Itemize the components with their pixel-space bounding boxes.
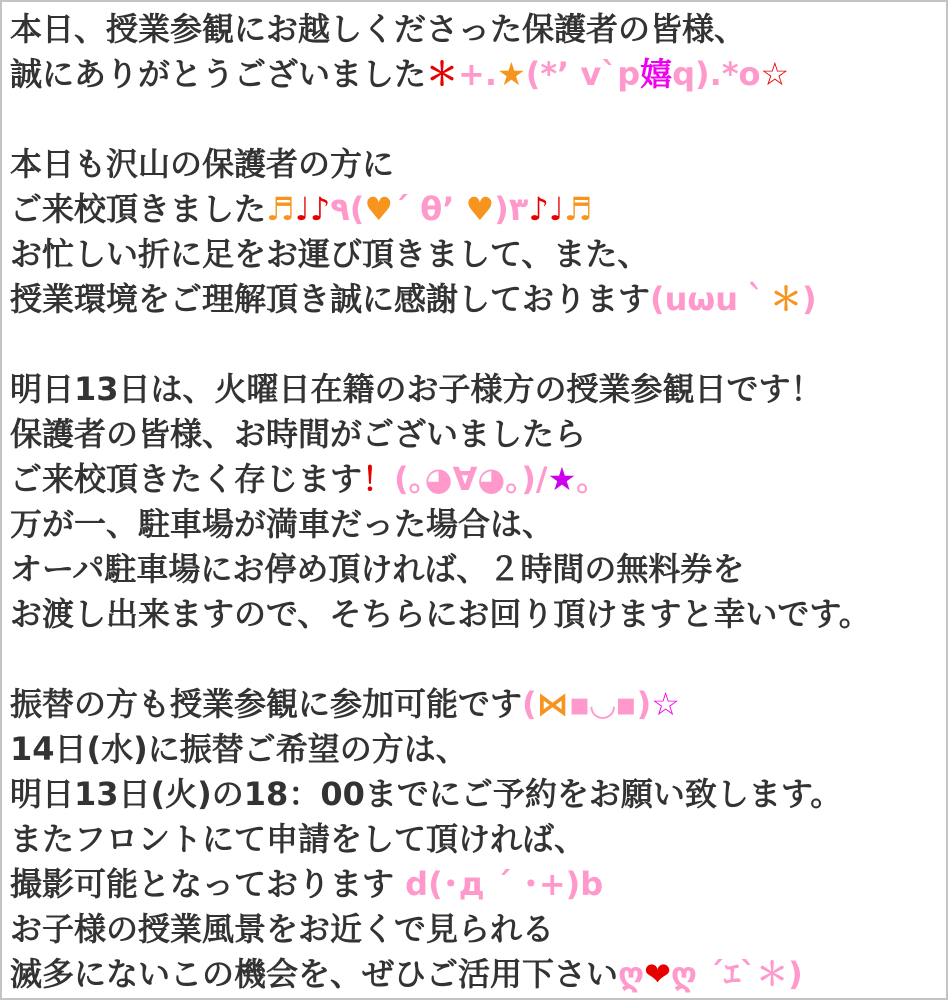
kaomoji-segment: ) xyxy=(636,685,652,723)
text-line xyxy=(10,907,938,952)
kaomoji-segment: ´ θ’ xyxy=(393,190,466,228)
kaomoji-segment: ⋈ xyxy=(536,685,569,723)
kaomoji-segment: ♬ xyxy=(266,190,295,228)
kaomoji-segment: ♪♩ xyxy=(528,190,564,228)
kaomoji-segment: (*’ v`p xyxy=(525,55,641,93)
paragraph-1 xyxy=(10,7,938,97)
text-line xyxy=(10,727,938,772)
text-line xyxy=(10,547,938,592)
kaomoji-segment: ❤ xyxy=(644,955,671,993)
kaomoji-segment: 嬉 xyxy=(640,55,673,93)
text-segment: お忙しい折に足をお運び頂きまして、また、 xyxy=(10,235,650,273)
text-segment: 保護者の皆様、お時間がございましたら xyxy=(10,415,587,453)
kaomoji-segment: ღ ´ｴ`＊) xyxy=(670,955,803,993)
text-line xyxy=(10,592,938,637)
text-line xyxy=(10,277,938,322)
kaomoji-segment: )۳ xyxy=(494,190,529,228)
kaomoji-segment: ( xyxy=(522,685,537,723)
text-segment: お子様の授業風景をお近くで見られる xyxy=(10,910,555,948)
text-segment: オーパ駐車場にお停め頂ければ、２時間の無料券を xyxy=(10,550,745,588)
kaomoji-segment: d(･д ´ ･+)b xyxy=(405,865,604,903)
kaomoji-segment: ٩( xyxy=(330,190,365,228)
kaomoji-segment: ♥ xyxy=(364,190,394,228)
text-segment: 本日、授業参観にお越しくださった保護者の皆様、 xyxy=(10,10,747,48)
text-body xyxy=(10,7,938,997)
text-line xyxy=(10,862,938,907)
text-line xyxy=(10,367,938,412)
text-line xyxy=(10,952,938,997)
kaomoji-segment: ♥ xyxy=(465,190,495,228)
kaomoji-segment: ♩♪ xyxy=(294,190,331,228)
text-segment: 明日13日は、火曜日在籍のお子様方の授業参観日です！ xyxy=(10,370,823,408)
kaomoji-segment: ♬ xyxy=(563,190,593,228)
kaomoji-segment: +. xyxy=(458,55,497,93)
text-segment: ご来校頂きたく存じます xyxy=(10,460,363,498)
text-segment: 明日13日(火)の18：00までにご予約をお願い致します。 xyxy=(10,775,843,813)
kaomoji-segment: (｡◕∀◕｡)/ xyxy=(394,460,548,498)
text-line xyxy=(10,502,938,547)
paragraph-4 xyxy=(10,682,938,997)
text-segment: 14日(水)に振替ご希望の方は、 xyxy=(10,730,468,768)
kaomoji-segment: ★ xyxy=(547,460,577,498)
kaomoji-segment: ＊ xyxy=(426,55,459,93)
kaomoji-segment: ▪◡▪ xyxy=(568,685,637,723)
text-segment: ご来校頂きました xyxy=(10,190,267,228)
text-segment: お渡し出来ますので、そちらにお回り頂けますと幸いです。 xyxy=(10,595,871,633)
kaomoji-segment: q).*o xyxy=(672,55,761,93)
text-segment: 滅多にないこの機会を、ぜひご活用下さい xyxy=(10,955,619,993)
kaomoji-segment: ★ xyxy=(497,55,526,93)
text-segment: 万が一、駐車場が満車だった場合は、 xyxy=(10,505,555,543)
text-line xyxy=(10,7,938,52)
text-line xyxy=(10,232,938,277)
text-line xyxy=(10,772,938,817)
text-line xyxy=(10,682,938,727)
text-line xyxy=(10,52,938,97)
kaomoji-segment: (uωu｀ xyxy=(650,280,771,318)
kaomoji-segment: ｡ xyxy=(576,460,593,498)
kaomoji-segment: ！ xyxy=(362,460,395,498)
text-segment: 誠にありがとうございました xyxy=(10,55,427,93)
kaomoji-segment: ღ xyxy=(618,955,645,993)
text-line xyxy=(10,457,938,502)
text-line xyxy=(10,142,938,187)
text-segment: 本日も沢山の保護者の方に xyxy=(10,145,395,183)
text-segment: 授業環境をご理解頂き誠に感謝しております xyxy=(10,280,651,318)
text-segment: 撮影可能となっております xyxy=(10,865,406,903)
text-line xyxy=(10,412,938,457)
kaomoji-segment: ☆ xyxy=(651,685,680,723)
paragraph-3 xyxy=(10,367,938,637)
text-segment: またフロントにて申請をして頂ければ、 xyxy=(10,820,587,858)
paragraph-2 xyxy=(10,142,938,322)
kaomoji-segment: ) xyxy=(802,280,817,318)
kaomoji-segment: ＊ xyxy=(770,280,803,318)
text-segment: 振替の方も授業参観に参加可能です xyxy=(10,685,523,723)
text-line xyxy=(10,187,938,232)
text-line xyxy=(10,817,938,862)
kaomoji-segment: ☆ xyxy=(760,55,790,93)
